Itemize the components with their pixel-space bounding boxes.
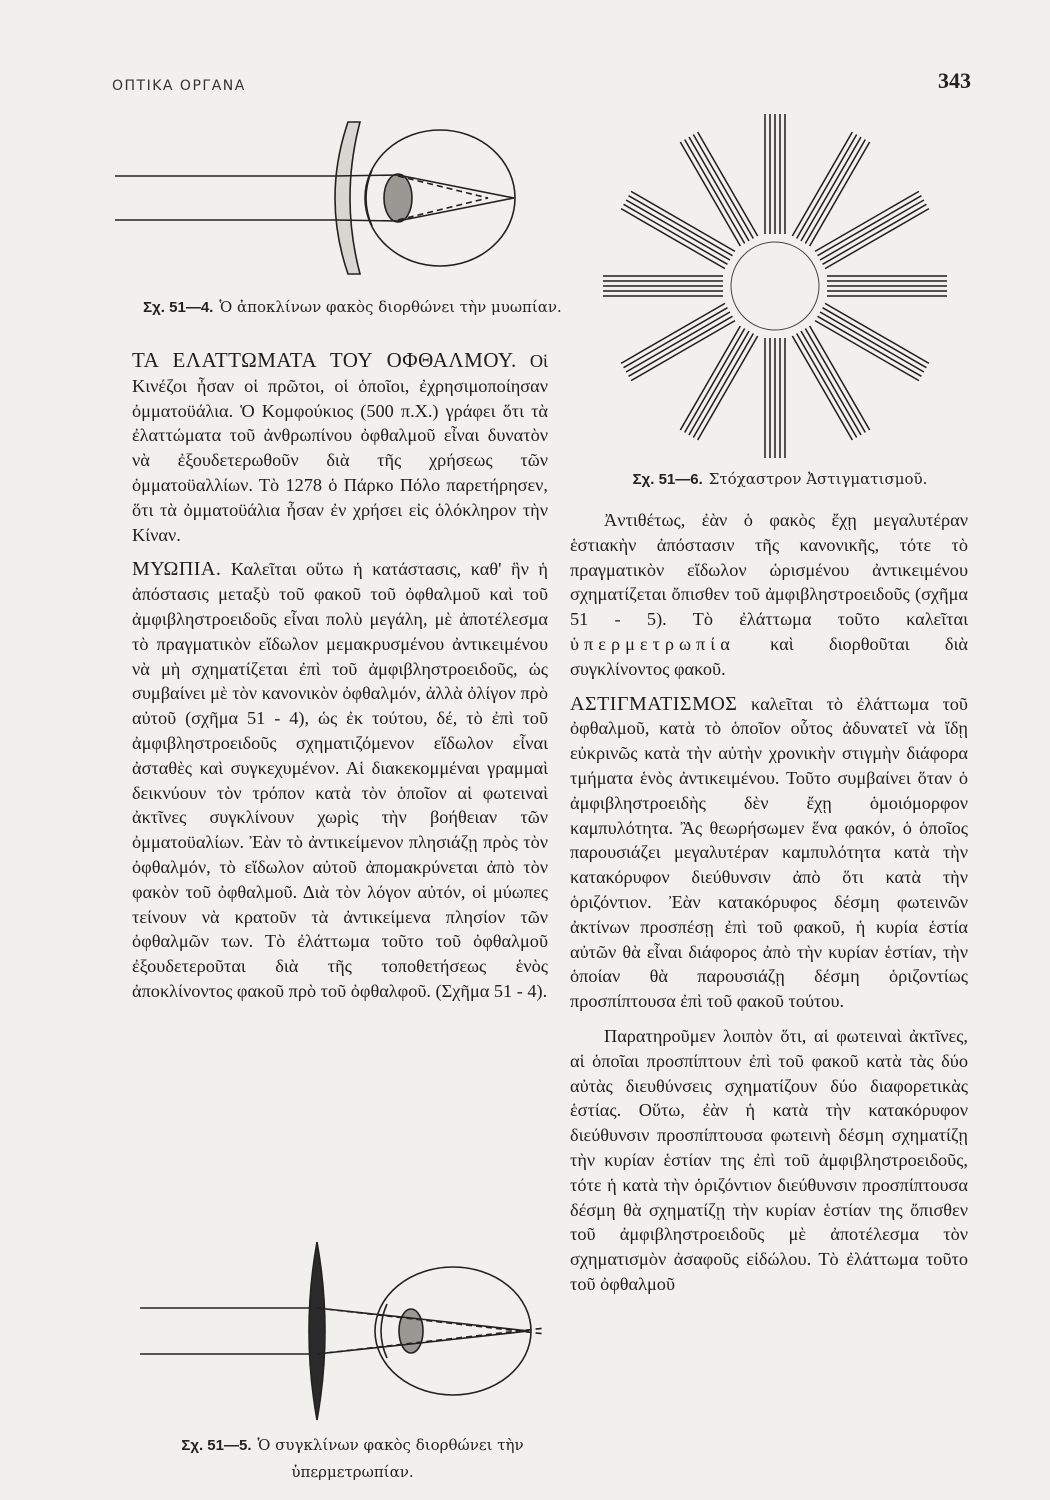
section-heading-defects: ΤΑ ΕΛΑΤΤΩΜΑΤΑ ΤΟΥ ΟΦΘΑΛΜΟΥ. xyxy=(132,348,517,372)
caption-text: Ὁ συγκλίνων φακὸς διορθώνει τὴν ὑπερμετρωπίαν. xyxy=(257,1436,524,1481)
page-number: 343 xyxy=(938,68,971,93)
astigmatism-spoke xyxy=(680,132,757,246)
astigmatism-spoke xyxy=(621,303,735,380)
paragraph-astigmatism xyxy=(570,692,968,1014)
astigmatism-spoke xyxy=(765,338,785,458)
astigmatism-spoke xyxy=(792,132,869,246)
term-hyperopia: ὑπερμετρωπία xyxy=(570,633,735,654)
astigmatism-spoke xyxy=(792,326,869,440)
paragraph-text: καὶ διορθοῦται διὰ συγκλίνοντος φακοῦ. xyxy=(570,633,969,679)
astigmatism-spoke xyxy=(765,114,785,234)
paragraph-focal-points xyxy=(570,1024,968,1297)
figure-number: Σχ. 51—6. xyxy=(632,471,703,488)
figure-51-5-diagram xyxy=(135,1238,555,1428)
figure-number: Σχ. 51—4. xyxy=(143,299,214,316)
section-heading-myopia: ΜΥΩΠΙΑ. xyxy=(132,558,222,581)
figure-number: Σχ. 51—5. xyxy=(181,1437,252,1454)
paragraph-text: καλεῖται τὸ ἐλάττωμα τοῦ ὀφθαλμοῦ, κατὰ τὸ ὁποῖον οὗτος ἀδυνατεῖ νὰ ἴδῃ εὐκρινῶς κατὰ τὴν αὐτὴν χρονικὴν στιγμὴν διάφορα τμήματα ἑνὸς ἀντικειμένου. Τοῦτο συμβαίνει ὅταν ὁ ἀμφιβληστροειδὴς δὲν ἔχῃ ὁμοιόμορφον καμπυλότητα. Ἂς θεωρήσωμεν ἕνα φακόν, ὁ ὁποῖος παρουσιάζει μεγαλυτέραν καμπυλότητα κατὰ τὴν κατακόρυφον διεύθυνσιν ἀπὸ ὅτι κατὰ τὴν ὁριζόντιον. Ἐὰν κατακόρυφος δέσμη φωτεινῶν ἀκτίνων προσπέσῃ ἐπὶ τοῦ φακοῦ, ἡ κυρία ἑστία αὐτῶν θὰ εἶναι διάφορος ἀπὸ τὴν κυρίαν ἑστίαν, τὴν ὁποίαν θὰ παρουσιάζῃ δέσμη ὁριζοντίως προσπίπτουσα ἐπὶ τοῦ φακοῦ τούτου. xyxy=(570,693,968,1012)
paragraph-text: Παρατηροῦμεν λοιπὸν ὅτι, αἱ φωτειναὶ ἀκτῖνες, αἱ ὁποῖαι προσπίπτουν ἐπὶ τοῦ φακοῦ κατὰ τὰς δύο αὐτὰς διευθύνσεις σχηματίζουν δύο διαφορετικὰς ἑστίας. Οὕτω, ἐὰν ἡ κατὰ τὴν κατακόρυφον διεύθυνσιν προσπίπτουσα φωτεινὴ δέσμη σχηματίζῃ τὴν κυρίαν ἑστίαν της ἐπὶ τοῦ ἀμφιβληστροειδοῦς, τότε ἡ κατὰ τὴν ὁριζόντιον διεύθυνσιν προσπίπτουσα δέσμη θὰ σχηματίζῃ τὴν κυρίαν ἑστίαν της ὄπισθεν τοῦ ἀμφιβληστροειδοῦς μὲ ἀποτέλεσμα τὸν σχηματισμὸν ἀσαφοῦς εἰδώλου. Τὸ ἐλάττωμα τοῦτο τοῦ ὀφθαλμοῦ xyxy=(570,1025,968,1294)
running-title: ΟΠΤΙΚΑ ΟΡΓΑΝΑ xyxy=(112,78,246,94)
caption-text: Ὁ ἀποκλίνων φακὸς διορθώνει τὴν μυωπίαν. xyxy=(219,298,562,316)
paragraph-text: Καλεῖται οὕτω ἡ κατάστασις, καθ' ἣν ἡ ἀπόστασις μεταξὺ τοῦ φακοῦ τοῦ ὀφθαλμοῦ καὶ τοῦ ἀμφιβληστροειδοῦς εἶναι πολὺ μεγάλη, μὲ ἀποτέλεσμα τὸ πραγματικὸν εἴδωλον μεμακρυσμένου ἀντικειμένου νὰ μὴ σχηματίζεται ἐπὶ τοῦ ἀμφιβληστροειδοῦς, ὡς συμβαίνει μὲ τὸν κανονικὸν ὀφθαλμόν, ἀλλὰ ὀλίγον πρὸ αὐτοῦ (σχῆμα 51 - 4), ὡς ἐκ τούτου, δέ, τὸ ἐπὶ τοῦ ἀμφιβληστροειδοῦς σχηματιζόμενον εἴδωλον εἶναι ἀσταθὲς καὶ συγκεχυμένον. Αἱ διακεκομμέναι γραμμαὶ δεικνύουν τὸν τρόπον κατὰ τὸν ὁποῖον αἱ φωτειναὶ ἀκτῖνες συγκλίνουν χωρὶς τὴν βοήθειαν τῶν ὀμματοϋαλίων. Ἐὰν τὸ ἀντικείμενον πλησιάζῃ πρὸς τὸν ὀφθαλμόν, τὸ εἴδωλον αὐτοῦ ἀπομακρύνεται ἀπὸ τὸν φακὸν τοῦ ὀφθαλμοῦ. Διὰ τὸν λόγον αὐτόν, οἱ μύωπες τείνουν νὰ κρατοῦν τὰ ἀντικείμενα πλησίον τῶν ὀφθαλμῶν των. Τὸ ἐλάττωμα τοῦτο τοῦ ὀφθαλμοῦ ἐξουδετεροῦται διὰ τῆς τοποθετήσεως ἑνὸς ἀποκλίνοντος φακοῦ πρὸ τοῦ ὀφθαλφοῦ. (Σχῆμα 51 - 4). xyxy=(132,559,548,1001)
left-column xyxy=(132,348,548,1004)
caption-text: Στόχαστρον Ἀστιγματισμοῦ. xyxy=(708,470,928,488)
figure-51-6-astigmatism-target xyxy=(585,110,965,465)
astigmatism-spoke xyxy=(680,326,757,440)
astigmatism-spoke xyxy=(827,276,947,296)
right-column xyxy=(570,508,968,1297)
astigmatism-spoke xyxy=(815,191,929,268)
paragraph-text: Ἀντιθέτως, ἐὰν ὁ φακὸς ἔχῃ μεγαλυτέραν ἑστιακὴν ἀπόστασιν τῆς κανονικῆς, τότε τὸ πραγματικὸν εἴδωλον ὡρισμένου ἀντικειμένου σχηματίζεται ὄπισθεν τοῦ ἀμφιβληστροειδοῦς (σχῆμα 51 - 5). Τὸ ἐλάττωμα τοῦτο καλεῖται xyxy=(570,510,968,630)
figure-51-4-diagram xyxy=(110,112,530,292)
section-heading-astigmatism: ΑΣΤΙΓΜΑΤΙΣΜΟΣ xyxy=(570,692,738,715)
astigmatism-spoke xyxy=(621,191,735,268)
figure-51-4-caption xyxy=(130,294,575,321)
astigmatism-spoke xyxy=(603,276,723,296)
paragraph-defects xyxy=(132,348,548,547)
paragraph-text: Οἱ Κινέζοι ἦσαν οἱ πρῶτοι, οἱ ὁποῖοι, ἐχρησιμοποίησαν ὀμματοϋάλια. Ὁ Κομφούκιος (500 π.Χ.) γράφει ὅτι τὰ ἐλαττώματα τοῦ ἀνθρωπίνου ὀφθαλμοῦ εἶναι δυνατὸν νὰ ἐξουδετερωθοῦν διὰ τῆς χρήσεως τῶν ὀμματοϋαλλίων. Τὸ 1278 ὁ Πάρκο Πόλο παρετήρησεν, ὅτι τὰ ὀμματοϋάλια ἦσαν ἐν χρήσει εἰς ὁλόκληρον τὴν Κίναν. xyxy=(132,351,548,545)
figure-51-6-caption xyxy=(600,466,960,493)
figure-51-5-caption xyxy=(130,1432,575,1485)
paragraph-hyperopia xyxy=(570,508,968,682)
paragraph-myopia xyxy=(132,557,548,1003)
astigmatism-spoke xyxy=(815,303,929,380)
